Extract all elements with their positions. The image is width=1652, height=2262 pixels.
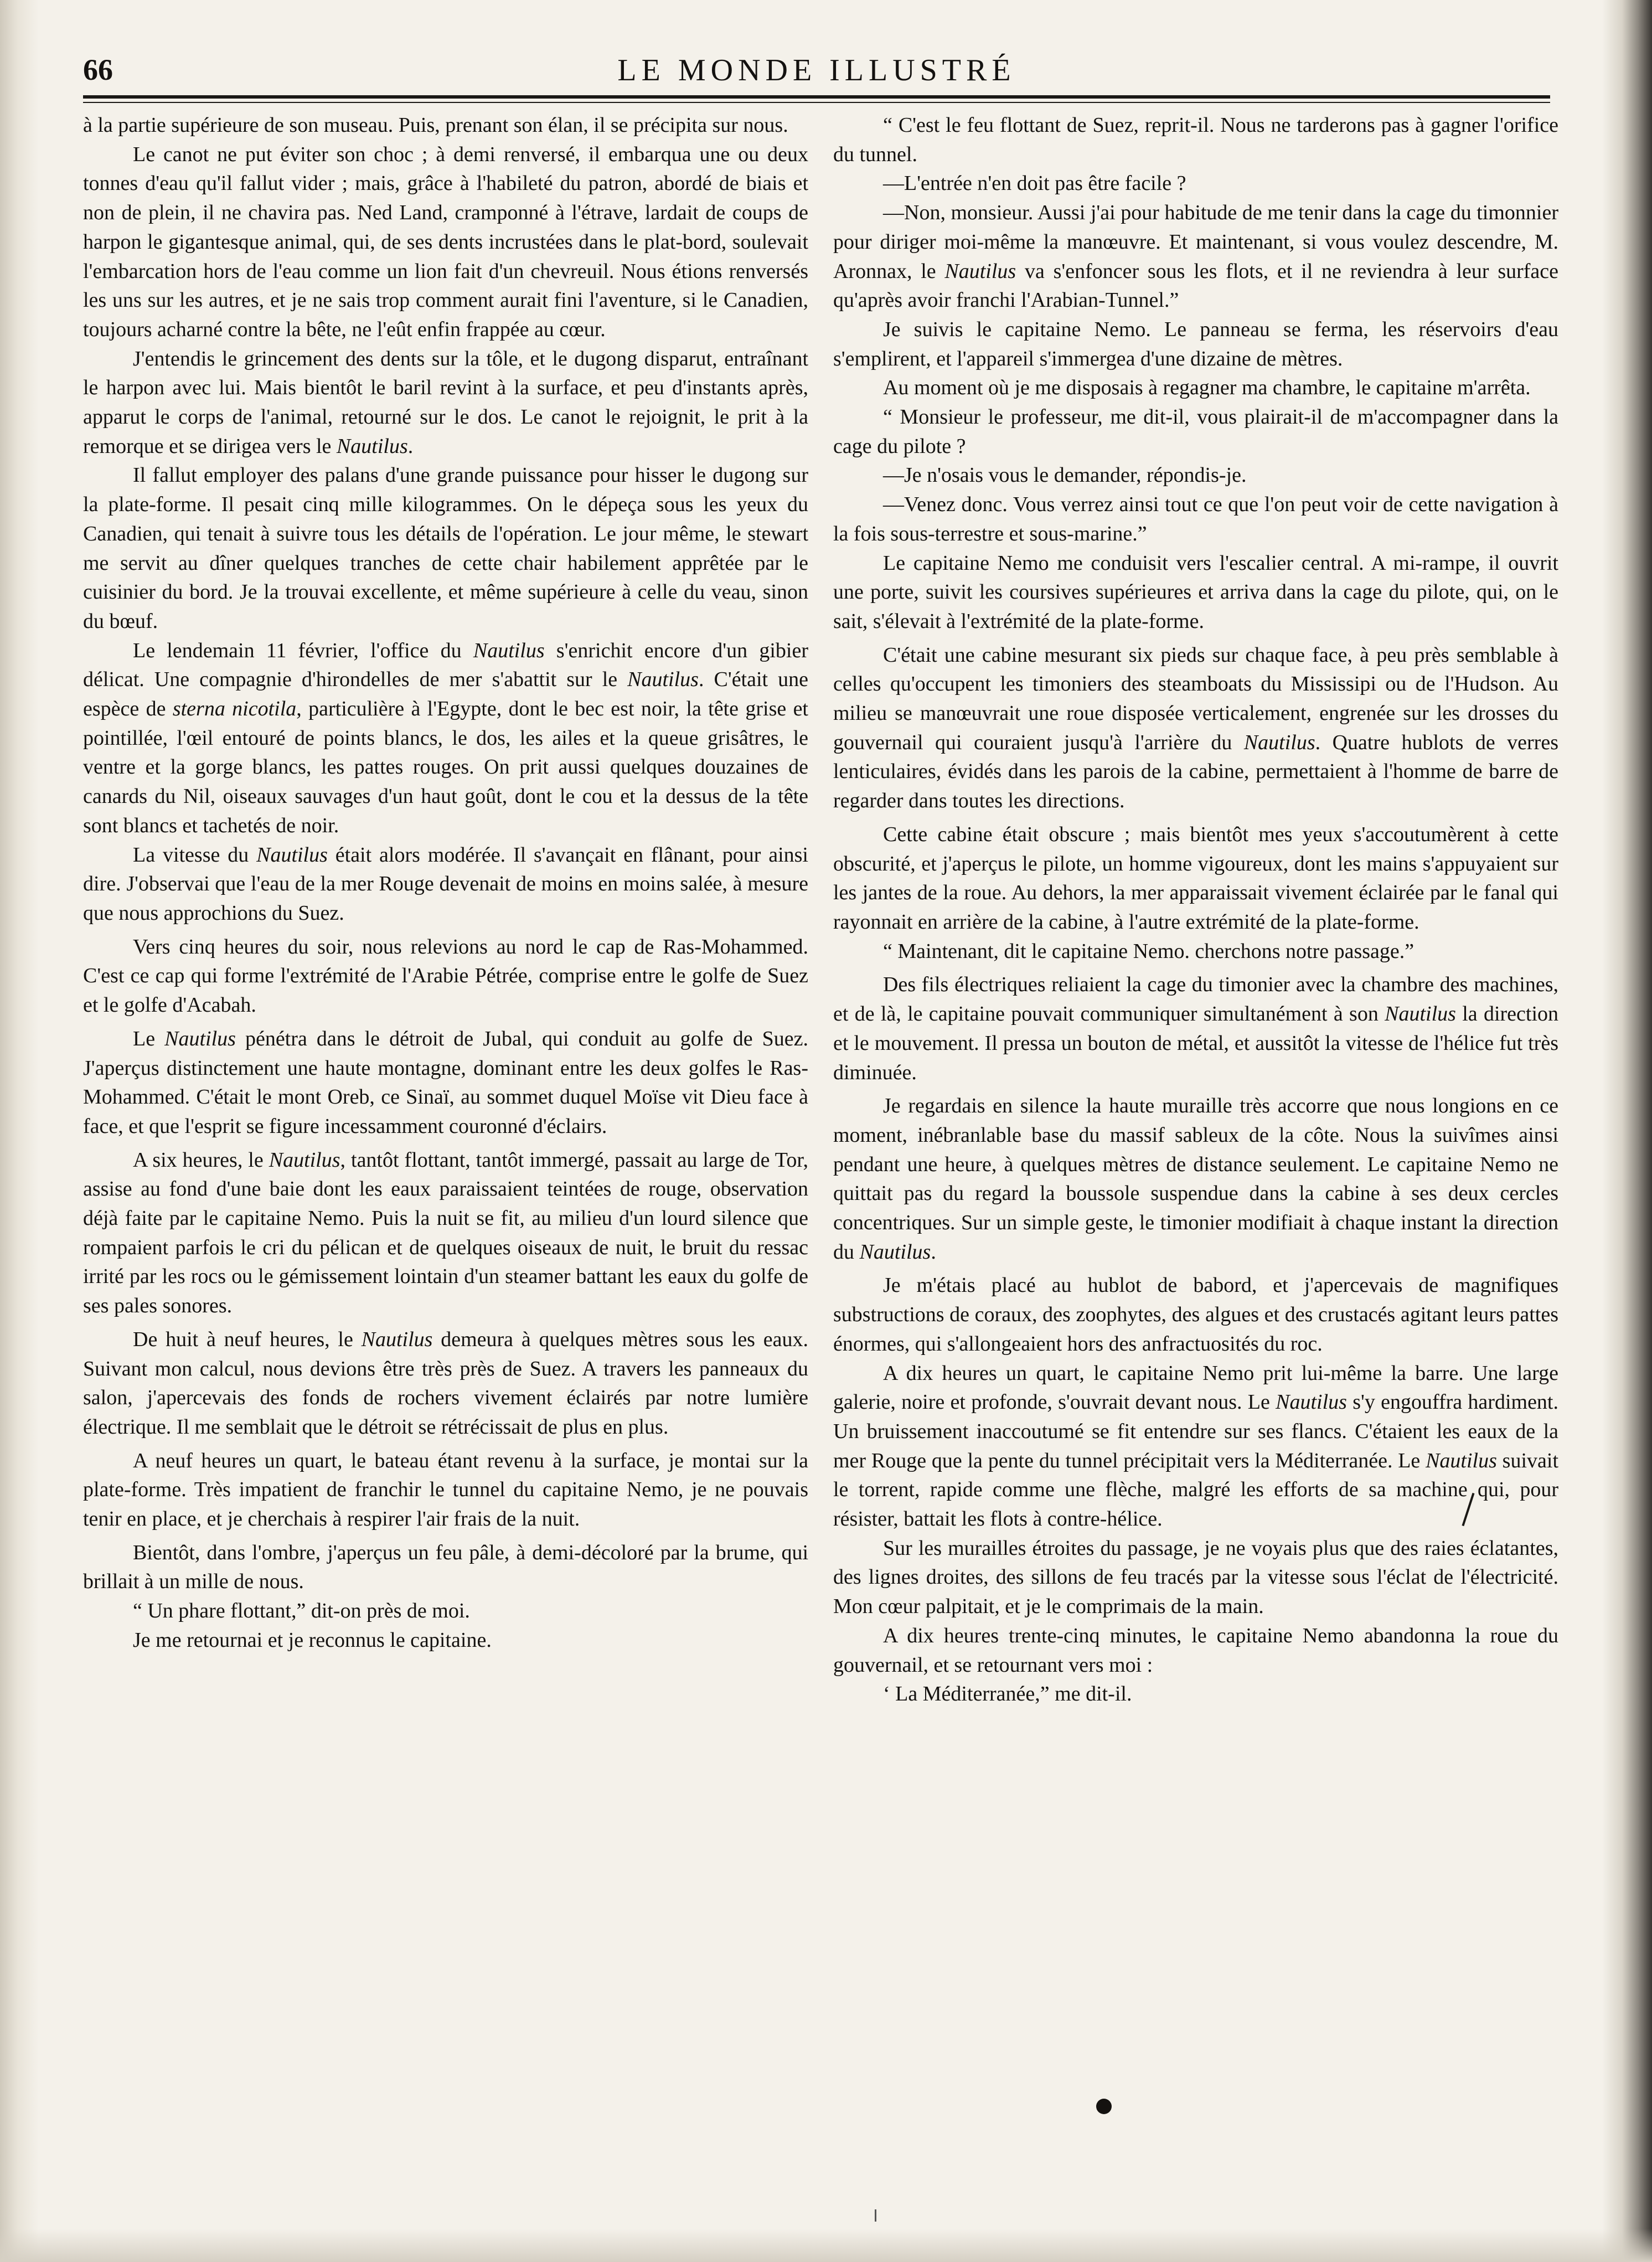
paragraph — [83, 461, 808, 636]
paragraph — [833, 490, 1558, 548]
ink-tick-mark — [875, 2209, 876, 2222]
paragraph-text: C'était une cabine mesurant six pieds sur chaque face, à peu près semblable à celles qu'occupent les timoniers des steamboats du Mississipi ou de l'Hudson. Au milieu se manœuvrait une roue disposée verticalement, engrenée sur les drosses du gouvernail qui couraient jusqu'à l'arrière du — [833, 643, 1558, 754]
paragraph — [83, 344, 808, 461]
paragraph-text: , tantôt flottant, tantôt immergé, passait au large de Tor, assise au fond d'une baie dont les eaux paraissaient teintées de rouge, observation déjà faite par le capitaine Nemo. Puis la nuit se fit, au milieu d'un lourd silence que rompaient parfois le cri du pélican et de quelques oiseaux de nuit, le bruit du ressac irrité par les rocs ou le gémissement lointain d'un steamer battant les eaux du golfe de ses pales sonores. — [83, 1148, 808, 1318]
paragraph — [83, 140, 808, 344]
paragraph-text: —Je n'osais vous le demander, répondis-je. — [883, 463, 1247, 487]
italic-text: Nautilus — [361, 1327, 433, 1351]
paragraph — [83, 1024, 808, 1141]
paragraph — [833, 1359, 1558, 1534]
italic-text: Nautilus — [1243, 730, 1315, 754]
paragraph-text: à la partie supérieure de son museau. Puis, prenant son élan, il se précipita sur nous. — [83, 114, 788, 137]
paragraph-text: Le lendemain 11 février, l'office du — [133, 638, 473, 662]
paragraph — [833, 820, 1558, 937]
paragraph-text: A neuf heures un quart, le bateau étant revenu à la surface, je montai sur la plate-forme. Très impatient de franchir le tunnel du capitaine Nemo, je ne pouvais tenir en place, et je cherchais à respirer l'air frais de la nuit. — [83, 1449, 808, 1531]
paragraph — [833, 641, 1558, 816]
paragraph — [833, 1091, 1558, 1266]
paragraph — [83, 841, 808, 928]
italic-text: Nautilus — [627, 668, 699, 692]
paragraph — [83, 1626, 808, 1655]
paragraph — [833, 111, 1558, 169]
paragraph-text: Je me retournai et je reconnus le capitaine. — [133, 1628, 492, 1652]
page-edge-bottom — [0, 2229, 1652, 2262]
paragraph-text: J'entendis le grincement des dents sur la tôle, et le dugong disparut, entraînant le harpon avec lui. Mais bientôt le baril revint à la surface, et peu d'instants après, apparut le corps de l'animal, retourné sur le dos. Le canot le rejoignit, le prit à la remorque et se dirigea vers le — [83, 347, 808, 458]
header-rule-thin — [83, 102, 1550, 103]
paragraph-text: . — [931, 1240, 936, 1264]
paragraph — [83, 111, 808, 140]
ink-dot-mark — [1096, 2099, 1112, 2114]
italic-text: Nautilus — [164, 1027, 236, 1050]
paragraph — [83, 1325, 808, 1442]
paragraph — [833, 1534, 1558, 1621]
paragraph-text: pénétra dans le détroit de Jubal, qui conduit au golfe de Suez. J'aperçus distinctement une haute montagne, dominant entre les deux golfes le Ras-Mohammed. C'était le mont Oreb, ce Sinaï, au sommet duquel Moïse vit Dieu face à face, et que l'esprit se figure incessamment couronné d'éclairs. — [83, 1027, 808, 1138]
paragraph-text: —L'entrée n'en doit pas être facile ? — [883, 172, 1186, 195]
paragraph-text: Sur les murailles étroites du passage, je ne voyais plus que des raies éclatantes, des lignes droites, des sillons de feu tracés par la vitesse sous l'éclat de l'électricité. Mon cœur palpitait, et je le comprimais de la main. — [833, 1536, 1558, 1619]
paragraph-text: Des fils électriques reliaient la cage du timonier avec la chambre des machines, et de là, le capitaine pouvait communiquer simultanément à son — [833, 973, 1558, 1026]
right-column — [833, 111, 1558, 1709]
page-edge-left — [0, 0, 39, 2262]
paragraph — [83, 932, 808, 1020]
paragraph-text: A six heures, le — [133, 1148, 269, 1172]
paragraph-text: , particulière à l'Egypte, dont le bec est noir, la tête grise et pointillée, l'œil entouré de points blancs, le dos, les ailes et la queue grisâtres, le ventre et la gorge blancs, les pattes rouges. On prit aussi quelques douzaines de canards du Nil, oiseaux sauvages d'un haut goût, dont le cou et la dessus de la tête sont blancs et tachetés de noir. — [83, 697, 808, 837]
paragraph-text: s'enrichit encore d'un gibier délicat. Une compagnie d'hirondelles de mer s'abattit sur le — [83, 638, 808, 692]
paragraph — [833, 315, 1558, 373]
paragraph — [833, 549, 1558, 636]
paragraph-text: —Non, monsieur. Aussi j'ai pour habitude de me tenir dans la cage du timonnier pour diriger moi-même la manœuvre. Et maintenant, si vous voulez descendre, M. Aronnax, le — [833, 201, 1558, 283]
paragraph-text: “ Monsieur le professeur, me dit-il, vous plairait-il de m'accompagner dans la cage du pilote ? — [833, 405, 1558, 458]
page-edge-right — [1602, 0, 1652, 2262]
italic-text: Nautilus — [269, 1148, 340, 1172]
paragraph-text: était alors modérée. Il s'avançait en flânant, pour ainsi dire. J'observai que l'eau de la mer Rouge devenait de moins en moins salée, à mesure que nous approchions du Suez. — [83, 843, 808, 925]
paragraph-text: Au moment où je me disposais à regagner ma chambre, le capitaine m'arrêta. — [883, 376, 1531, 400]
paragraph-text: Le capitaine Nemo me conduisit vers l'escalier central. A mi-rampe, il ouvrit une porte, suivit les coursives supérieures et arriva dans la cage du pilote, qui, on le sait, s'élevait à l'extrémité de la plate-forme. — [833, 551, 1558, 633]
paragraph-text: Le canot ne put éviter son choc ; à demi renversé, il embarqua une ou deux tonnes d'eau qu'il fallut vider ; mais, grâce à l'habileté du patron, abordé de biais et non de plein, il ne chavira pas. Ned Land, cramponné à l'étrave, lardait de coups de harpon le gigantesque animal, qui, de ses dents incrustées dans le plat-bord, soulevait l'embarcation hors de l'eau comme un lion fait d'un chevreuil. Nous étions renversés les uns sur les autres, et je ne sais trop comment aurait fini l'aventure, si le Canadien, toujours acharné contre la bête, ne l'eût enfin frappée au cœur. — [83, 142, 808, 341]
paragraph — [833, 403, 1558, 461]
left-column — [83, 111, 808, 1655]
paragraph-text: va s'enfoncer sous les flots, et il ne reviendra à leur surface qu'après avoir franchi l'Arabian-Tunnel.” — [833, 259, 1559, 312]
italic-text: Nautilus — [944, 259, 1016, 283]
page-number: 66 — [83, 53, 113, 86]
paragraph-text: “ Maintenant, dit le capitaine Nemo. cherchons notre passage.” — [883, 939, 1414, 963]
paragraph — [833, 937, 1558, 966]
paragraph — [833, 970, 1558, 1087]
paragraph-text: A dix heures trente-cinq minutes, le capitaine Nemo abandonna la roue du gouvernail, et se retournant vers moi : — [833, 1624, 1558, 1677]
paragraph-text: La vitesse du — [133, 843, 257, 867]
paragraph-text: Je m'étais placé au hublot de babord, et j'apercevais de magnifiques substructions de coraux, des zoophytes, des algues et des crustacés agitant leurs pattes énormes, qui s'allongeaient hors des anfractuosités du roc. — [833, 1274, 1558, 1356]
paragraph-text: Vers cinq heures du soir, nous relevions au nord le cap de Ras-Mohammed. C'est ce cap qui forme l'extrémité de l'Arabie Pétrée, comprise entre le golfe de Suez et le golfe d'Acabah. — [83, 935, 808, 1017]
paragraph-text: la direction et le mouvement. Il pressa un bouton de métal, et aussitôt la vitesse de l'hélice fut très diminuée. — [833, 1002, 1559, 1084]
paragraph-text: Le — [133, 1027, 165, 1050]
page-header — [83, 53, 1550, 97]
paragraph-text: Cette cabine était obscure ; mais bientôt mes yeux s'accoutumèrent à cette obscurité, et j'aperçus le pilote, un homme vigoureux, dont les mains s'appuyaient sur les jantes de la roue. Au dehors, la mer apparaissait vivement éclairée par le fanal qui rayonnait en arrière de la cabine, à l'autre extrémité de la plate-forme. — [833, 822, 1558, 934]
paragraph — [83, 1596, 808, 1626]
italic-text: Nautilus — [473, 638, 545, 662]
header-rule-thick — [83, 95, 1550, 99]
paragraph-text: “ C'est le feu flottant de Suez, reprit-il. Nous ne tarderons pas à gagner l'orifice du tunnel. — [833, 114, 1558, 166]
paragraph-text: “ Un phare flottant,” dit-on près de moi. — [133, 1599, 470, 1623]
italic-text: sterna nicotila — [172, 697, 297, 721]
paragraph-text: . — [407, 434, 414, 458]
italic-text: Nautilus — [256, 843, 328, 867]
italic-text: Nautilus — [336, 434, 408, 458]
paragraph — [833, 1271, 1558, 1358]
paragraph — [833, 1621, 1558, 1679]
paragraph — [833, 461, 1558, 490]
paragraph-text: Je suivis le capitaine Nemo. Le panneau se ferma, les réservoirs d'eau s'emplirent, et l'appareil s'immergea d'une dizaine de mètres. — [833, 317, 1558, 370]
italic-text: Nautilus — [1385, 1002, 1456, 1026]
paragraph-text: ‘ La Méditerranée,” me dit-il. — [883, 1682, 1132, 1706]
italic-text: Nautilus — [859, 1240, 931, 1264]
italic-text: Nautilus — [1426, 1449, 1497, 1472]
italic-text: Nautilus — [1276, 1390, 1347, 1414]
paragraph-text: —Venez donc. Vous verrez ainsi tout ce que l'on peut voir de cette navigation à la fois sous-terrestre et sous-marine.” — [833, 493, 1558, 545]
paragraph — [83, 1146, 808, 1321]
paragraph — [83, 1446, 808, 1534]
masthead-title: LE MONDE ILLUSTRÉ — [617, 53, 1016, 87]
paragraph — [833, 198, 1558, 315]
paragraph-text: . Quatre hublots de verres lenticulaires, évidés dans les parois de la cabine, permettaient à l'homme de barre de regarder dans toutes les directions. — [833, 730, 1558, 813]
paragraph-text: . C'était une espèce de — [83, 668, 808, 721]
paragraph-text: Il fallut employer des palans d'une grande puissance pour hisser le dugong sur la plate-forme. Il pesait cinq mille kilogrammes. On le dépeça sous les yeux du Canadien, qui tenait à suivre tous les détails de l'opération. Le jour même, le stewart me servit au dîner quelques tranches de cette chair habilement apprêtée par le cuisinier du bord. Je la trouvai excellente, et même supérieure à celle du veau, sinon du bœuf. — [83, 463, 808, 633]
paragraph-text: Bientôt, dans l'ombre, j'aperçus un feu pâle, à demi-décoloré par la brume, qui brillait à un mille de nous. — [83, 1540, 808, 1594]
paragraph-text: A dix heures un quart, le capitaine Nemo prit lui-même la barre. Une large galerie, noire et profonde, s'ouvrait devant nous. Le — [833, 1361, 1558, 1414]
paragraph-text: Je regardais en silence la haute muraille très accorre que nous longions en ce moment, inébranlable base du massif sableux de la côte. Nous la suivîmes ainsi pendant une heure, à quelques mètres de distance seulement. Le capitaine Nemo ne quittait pas du regard la boussole suspendue dans la cabine à ses deux cercles concentriques. Sur un simple geste, le timonier modifiait à chaque instant la direction du — [833, 1094, 1558, 1264]
paragraph — [833, 373, 1558, 403]
paragraph — [833, 1679, 1558, 1709]
paragraph-text: De huit à neuf heures, le — [133, 1327, 362, 1351]
paragraph — [83, 636, 808, 841]
paragraph-text: s'y engouffra hardiment. Un bruissement inaccoutumé se fit entendre sur ses flancs. C'étaient les eaux de la mer Rouge que la pente du tunnel précipitait vers la Méditerranée. Le — [833, 1390, 1558, 1472]
paragraph-text: suivait le torrent, rapide comme une flèche, malgré les efforts de sa machine qui, pour résister, battait les flots à contre-hélice. — [833, 1449, 1558, 1531]
paragraph — [83, 1538, 808, 1596]
paragraph — [833, 169, 1558, 198]
paragraph-text: demeura à quelques mètres sous les eaux. Suivant mon calcul, nous devions être très près de Suez. A travers les panneaux du salon, j'apercevais des fonds de rochers vivement éclairés par notre lumière électrique. Il me semblait que le détroit se rétrécissait de plus en plus. — [83, 1327, 808, 1439]
